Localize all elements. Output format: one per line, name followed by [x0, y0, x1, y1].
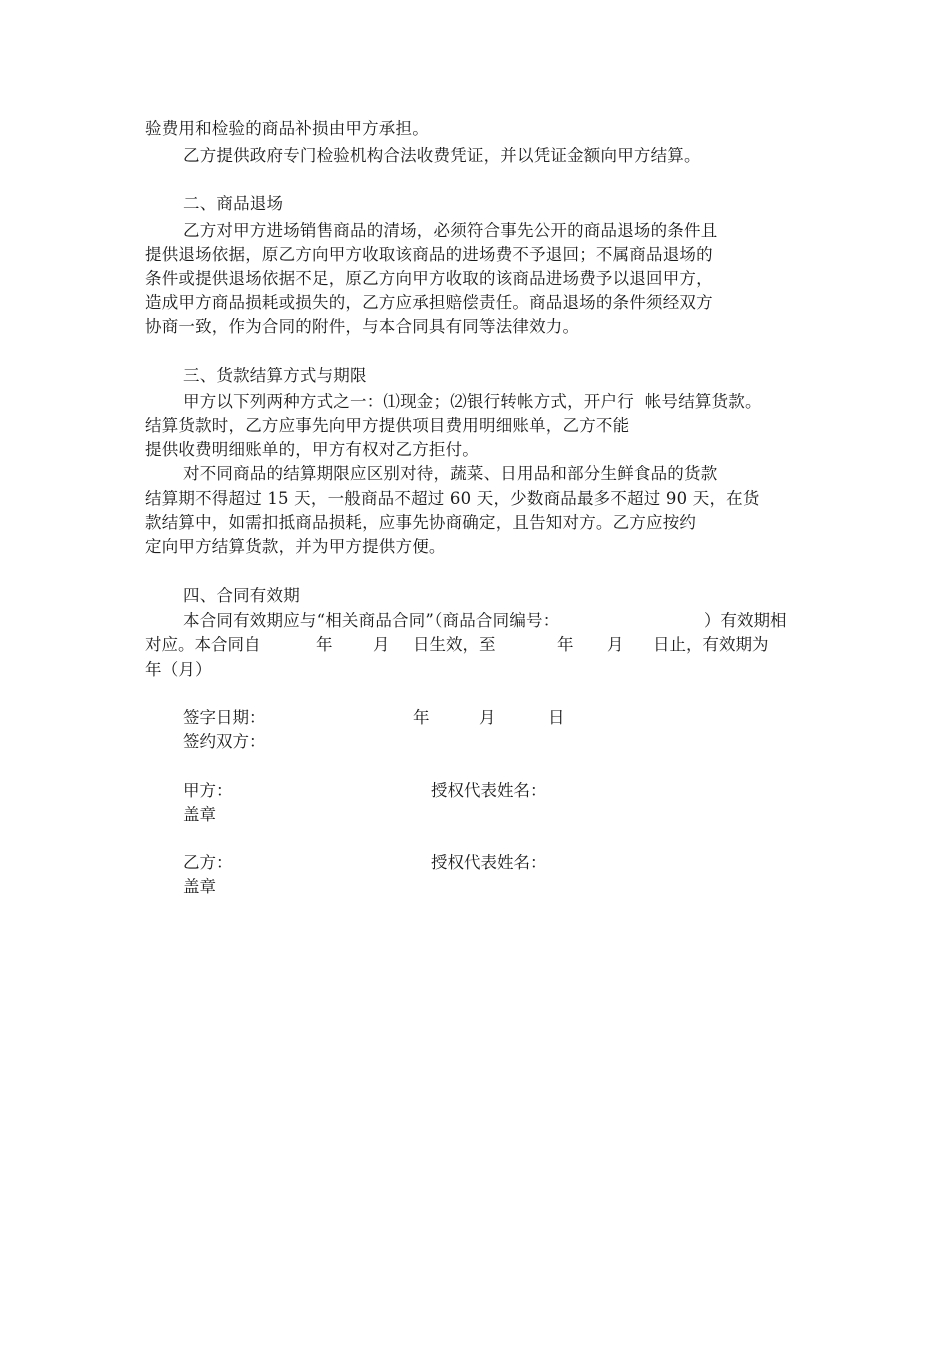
- paragraph-line: 造成甲方商品损耗或损失的，乙方应承担赔偿责任。商品退场的条件须经双方: [145, 293, 713, 312]
- paragraph-line-end: ）有效期相: [704, 611, 787, 630]
- party-b-rep-label: 授权代表姓名：: [431, 853, 547, 872]
- paragraph-line: 定向甲方结算货款，并为甲方提供方便。: [145, 537, 446, 556]
- sign-date-day: 日: [548, 708, 565, 727]
- party-a-rep-label: 授权代表姓名：: [431, 781, 547, 800]
- section-heading-contract-validity: 四、合同有效期: [183, 586, 300, 605]
- section-heading-goods-exit: 二、商品退场: [183, 194, 284, 213]
- validity-from-year: 年: [316, 635, 333, 654]
- party-b-seal-label: 盖章: [183, 877, 216, 896]
- party-a-seal-label: 盖章: [183, 805, 216, 824]
- paragraph-line: 提供退场依据，原乙方向甲方收取该商品的进场费不予退回；不属商品退场的: [145, 245, 713, 264]
- paragraph-line: 甲方以下列两种方式之一：⑴现金；⑵银行转帐方式，开户行 帐号结算货款。: [183, 392, 762, 411]
- sign-parties-label: 签约双方：: [183, 732, 266, 751]
- paragraph-line: 对不同商品的结算期限应区别对待，蔬菜、日用品和部分生鲜食品的货款: [183, 464, 718, 483]
- paragraph-line: 协商一致，作为合同的附件，与本合同具有同等法律效力。: [145, 317, 580, 336]
- paragraph-line: 乙方提供政府专门检验机构合法收费凭证，并以凭证金额向甲方结算。: [183, 146, 701, 165]
- validity-to-year: 年: [557, 635, 574, 654]
- paragraph-line: 结算期不得超过 15 天，一般商品不超过 60 天，少数商品最多不超过 90 天，在货: [145, 489, 760, 508]
- paragraph-line: 条件或提供退场依据不足，原乙方向甲方收取的该商品进场费予以退回甲方，: [145, 269, 713, 288]
- validity-from-month: 月: [373, 635, 390, 654]
- validity-to-month: 月: [607, 635, 624, 654]
- paragraph-line: 结算货款时，乙方应事先向甲方提供项目费用明细账单，乙方不能: [145, 416, 630, 435]
- sign-date-month: 月: [479, 708, 496, 727]
- party-b-label: 乙方：: [183, 853, 233, 872]
- paragraph-line: 验费用和检验的商品补损由甲方承担。: [145, 119, 429, 138]
- validity-from-day: 日生效，至: [413, 635, 496, 654]
- paragraph-line: 乙方对甲方进场销售商品的清场，必须符合事先公开的商品退场的条件且: [183, 221, 718, 240]
- paragraph-line: 年（月）: [145, 660, 212, 679]
- party-a-label: 甲方：: [183, 781, 233, 800]
- validity-from-label: 对应。本合同自: [145, 635, 261, 654]
- sign-date-label: 签字日期：: [183, 708, 266, 727]
- sign-date-year: 年: [413, 708, 430, 727]
- section-heading-payment-settlement: 三、货款结算方式与期限: [183, 366, 367, 385]
- validity-to-day: 日止，有效期为: [653, 635, 769, 654]
- paragraph-line: 款结算中，如需扣抵商品损耗，应事先协商确定，且告知对方。乙方应按约: [145, 513, 697, 532]
- paragraph-line: 本合同有效期应与“相关商品合同”（商品合同编号：: [183, 611, 560, 630]
- paragraph-line: 提供收费明细账单的，甲方有权对乙方拒付。: [145, 440, 479, 459]
